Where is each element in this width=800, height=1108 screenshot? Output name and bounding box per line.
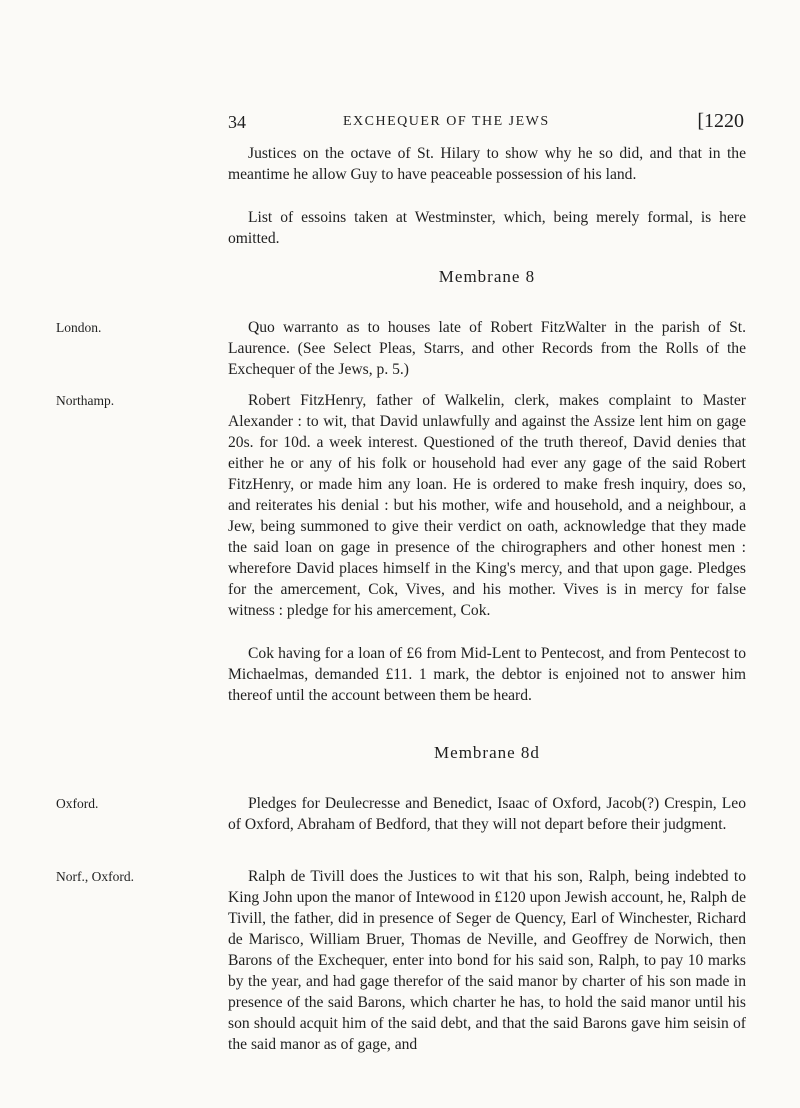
paragraph-justices: Justices on the octave of St. Hilary to show why he so did, and that in the meantime he allow Guy to have peaceable possession of his land. [228, 145, 746, 183]
membrane-heading-8d: Membrane 8d [434, 743, 540, 762]
paragraph-essoins: List of essoins taken at Westminster, which, being merely formal, is here omitted. [228, 209, 746, 247]
year-marker: [1220 [697, 110, 744, 132]
membrane-heading-8: Membrane 8 [438, 267, 536, 286]
margin-note-northamp: Northamp. [56, 393, 115, 408]
paragraph-pledges-deulecresse: Pledges for Deulecresse and Benedict, Isaac of Oxford, Jacob(?) Crespin, Leo of Oxford, Abraham of Bedford, that they will not depart before their judgment. [228, 795, 746, 833]
paragraph-ralph-de-tivill: Ralph de Tivill does the Justices to wit that his son, Ralph, being indebted to King John upon the manor of Intewood in £120 upon Jewish account, he, Ralph de Tivill, the father, did in presence of Seger de Quency, Earl of Winchester, Richard de Marisco, William Bruer, Thomas de Neville, and Geoffrey de Norwich, then Barons of the Exchequer, enter into bond for his said son, Ralph, to pay 10 marks by the year, and had gage therefor of the said manor by charter of his son made in presence of the said Barons, which charter he has, to hold the said manor until his son should acquit him of the said debt, and that the said Barons gave him seisin of the said manor as of gage, and [228, 868, 746, 1053]
margin-note-norf-oxford: Norf., Oxford. [56, 869, 134, 884]
paragraph-robert-fitzhenry: Robert FitzHenry, father of Walkelin, clerk, makes complaint to Master Alexander : to wit, that David unlawfully and against the Assize lent him on gage 20s. for 10d. a week interest. Questioned of the truth thereof, David denies that either he or any of his folk or household had ever any gage of the said Robert FitzHenry, or made him any loan. He is ordered to make fresh inquiry, does so, and reiterates his denial : but his mother, wife and household, and a neighbour, a Jew, being summoned to give their verdict on oath, acknowledge that they made the said loan on gage in presence of the chirographers and other honest men : wherefore David places himself in the King's mercy, and that upon gage. Pledges for the amercement, Cok, Vives, and his mother. Vives is in mercy for false witness : pledge for his amercement, Cok. [228, 392, 746, 619]
paragraph-cok-loan: Cok having for a loan of £6 from Mid-Lent to Pentecost, and from Pentecost to Michaelmas, demanded £11. 1 mark, the debtor is enjoined not to answer him thereof until the account between them be heard. [228, 645, 746, 704]
margin-note-oxford: Oxford. [56, 796, 99, 811]
page-number: 34 [228, 112, 246, 132]
margin-note-london: London. [56, 320, 102, 335]
page-header [228, 112, 744, 138]
running-title: EXCHEQUER OF THE JEWS [343, 114, 550, 129]
paragraph-quo-warranto: Quo warranto as to houses late of Robert FitzWalter in the parish of St. Laurence. (See Select Pleas, Starrs, and other Records from the Rolls of the Exchequer of the Jews, p. 5.) [228, 319, 746, 378]
